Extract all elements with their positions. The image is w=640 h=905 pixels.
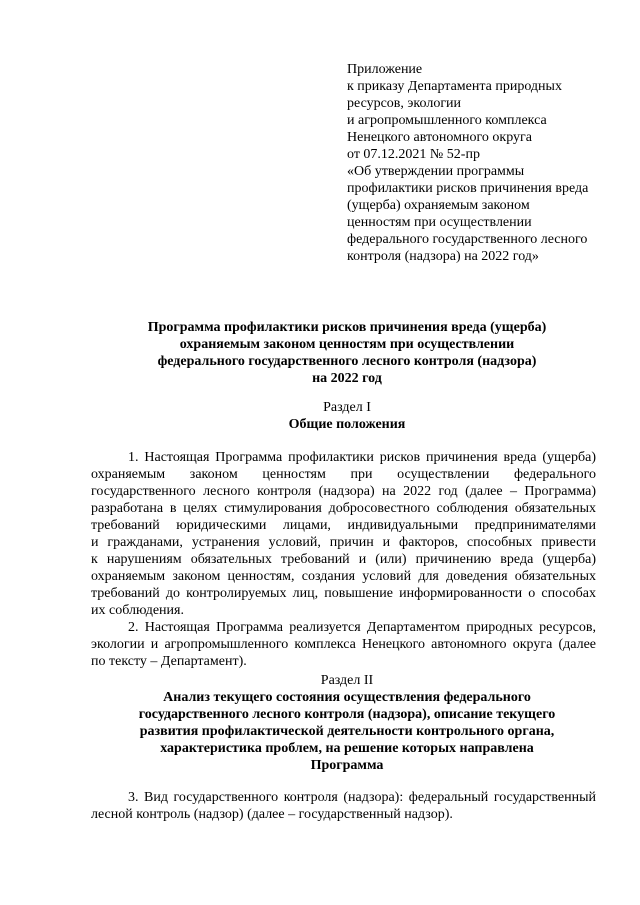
- appendix-line: «Об утверждении программы: [347, 164, 525, 179]
- appendix-line: ресурсов, экологии: [347, 96, 462, 111]
- appendix-line: профилактики рисков причинения вреда: [347, 181, 589, 196]
- appendix-line: от 07.12.2021 № 52-пр: [347, 147, 480, 162]
- paragraph-line: 1. Настоящая Программа профилактики рисков причинения вреда (ущерба): [128, 450, 596, 465]
- paragraph-line: разработана в целях стимулирования добросовестного соблюдения обязательных: [91, 501, 596, 516]
- section-1-label: Раздел I: [323, 400, 371, 415]
- paragraph-line: и гражданами, устранения условий, причин и факторов, способных привести: [91, 535, 596, 550]
- section-2-heading: Анализ текущего состояния осуществления федерального государственного лесного контроля (надзора), описание текущего развития профилактической деятельности контрольного органа, характеристика проблем, на решение которых направлена Программа: [138, 690, 556, 773]
- appendix-line: и агропромышленного комплекса: [347, 113, 547, 128]
- paragraph-line: охраняемым законом ценностям при осуществлении федерального: [91, 467, 596, 482]
- paragraph-line: требований до контролируемых лиц, повышение информированности о способах: [91, 586, 596, 601]
- appendix-line: контроля (надзора) на 2022 год»: [347, 249, 539, 264]
- paragraph-line: по тексту – Департамент).: [91, 654, 247, 669]
- paragraph-line: 2. Настоящая Программа реализуется Департаментом природных ресурсов,: [128, 620, 596, 635]
- paragraph-2: [91, 619, 596, 670]
- section-2-label: Раздел II: [320, 673, 374, 688]
- paragraph-line: требований юридическими лицами, индивидуальными предпринимателями: [91, 518, 596, 533]
- appendix-line: (ущерба) охраняемым законом: [347, 198, 530, 213]
- paragraph-line: лесной контроль (надзор) (далее – государственный надзор).: [91, 807, 453, 822]
- paragraph-line: охраняемым законом ценностям, создания условий для доведения обязательных: [91, 569, 596, 584]
- appendix-line: федерального государственного лесного: [347, 232, 588, 247]
- section-1-heading: Общие положения: [288, 417, 406, 432]
- paragraph-line: экологии и агропромышленного комплекса Ненецкого автономного округа (далее: [91, 637, 596, 652]
- appendix-line: Приложение: [347, 62, 423, 77]
- appendix-line: к приказу Департамента природных: [347, 79, 562, 94]
- paragraph-line: их соблюдения.: [91, 603, 184, 618]
- paragraph-line: 3. Вид государственного контроля (надзора): федеральный государственный: [128, 790, 596, 805]
- paragraph-3: [91, 789, 596, 823]
- title-line: охраняемым законом ценностям при осуществлении: [179, 337, 515, 352]
- title-line: на 2022 год: [312, 371, 382, 386]
- paragraph-line: к нарушениям обязательных требований и (или) причинению вреда (ущерба): [91, 552, 596, 567]
- paragraph-1: [91, 449, 596, 619]
- title-line: Программа профилактики рисков причинения вреда (ущерба): [147, 320, 547, 335]
- appendix-block: [347, 61, 607, 265]
- title-line: федерального государственного лесного контроля (надзора): [157, 354, 537, 369]
- appendix-line: ценностям при осуществлении: [347, 215, 532, 230]
- document-title: [80, 319, 614, 387]
- appendix-line: Ненецкого автономного округа: [347, 130, 532, 145]
- paragraph-line: государственного лесного контроля (надзора) на 2022 год (далее – Программа): [91, 484, 596, 499]
